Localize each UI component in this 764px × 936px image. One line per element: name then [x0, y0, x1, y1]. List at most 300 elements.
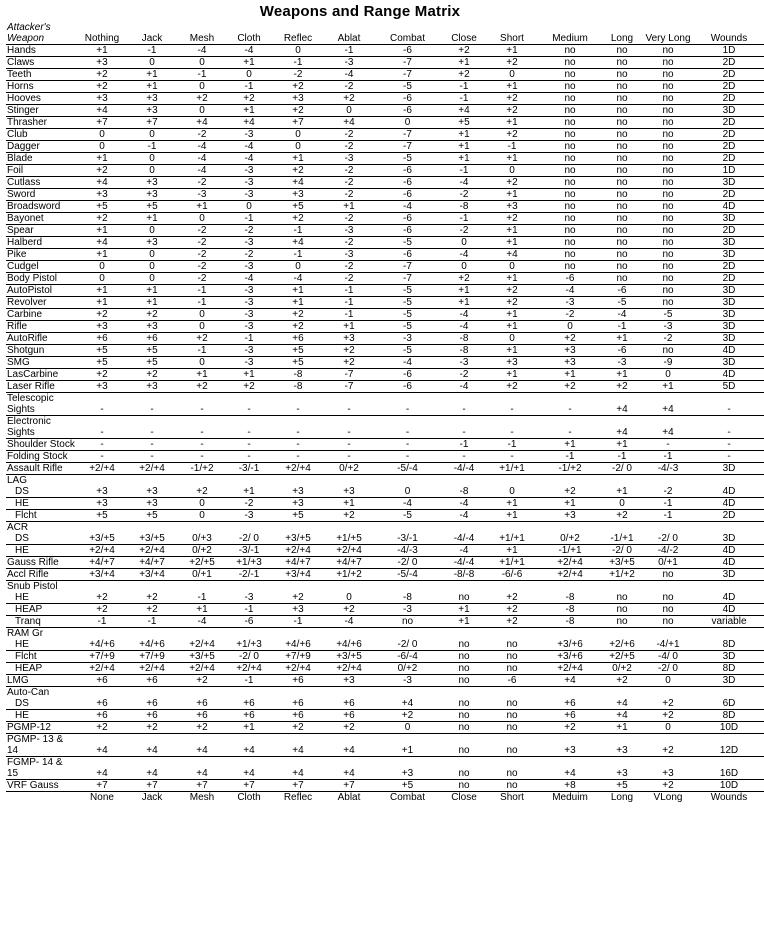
table-cell: +1 — [271, 153, 325, 165]
table-cell: 0/+3 — [192, 533, 212, 544]
weapon-name: HE — [15, 592, 29, 603]
table-row — [6, 393, 764, 416]
table-cell: +4/+6 — [285, 639, 311, 650]
table-cell — [538, 475, 602, 487]
table-row — [6, 639, 764, 651]
table-row — [6, 463, 764, 475]
table-cell: -7 — [325, 369, 373, 381]
weapon-name: Foil — [6, 165, 77, 177]
table-cell: +2 — [127, 722, 177, 734]
footer-label: VLong — [642, 792, 694, 804]
table-cell: -6 — [373, 45, 442, 57]
table-cell: +2 — [538, 381, 602, 393]
table-cell: - — [177, 451, 227, 463]
table-cell: +4 — [486, 249, 538, 261]
table-cell: 0 — [373, 722, 442, 734]
table-cell: 3D — [694, 297, 764, 309]
weapon-name: ACR — [6, 522, 77, 534]
table-cell: +7 — [127, 780, 177, 792]
table-cell: +4 — [77, 734, 127, 757]
table-cell: 0 — [325, 105, 373, 117]
table-cell: 4D — [722, 486, 736, 497]
table-cell: - — [127, 451, 177, 463]
table-cell: +4 — [616, 698, 628, 709]
table-cell: +7/+9 — [271, 651, 325, 663]
table-cell: 0 — [127, 261, 177, 273]
table-cell: +5 — [373, 780, 442, 792]
table-cell: +2 — [127, 604, 177, 616]
table-cell: +4/+6 — [139, 639, 165, 650]
table-cell: -1 — [227, 604, 271, 616]
table-cell: +2 — [486, 93, 538, 105]
table-cell: -2/ 0 — [602, 545, 642, 557]
table-cell: 3D — [694, 463, 764, 475]
table-cell: +1 — [227, 369, 271, 381]
table-cell: -4 — [227, 45, 271, 57]
table-cell: -6 — [373, 249, 442, 261]
table-cell: +5 — [127, 510, 177, 522]
table-cell — [442, 475, 486, 487]
weapon-name: HEAP — [6, 663, 77, 675]
table-cell: -1 — [271, 225, 325, 237]
table-cell: +1 — [127, 213, 177, 225]
weapon-name: Hands — [6, 45, 77, 57]
table-cell: +1 — [127, 285, 177, 297]
table-cell: +1 — [442, 129, 486, 141]
footer-label: Cloth — [227, 792, 271, 804]
table-cell: - — [694, 451, 764, 463]
table-cell: +2 — [271, 321, 325, 333]
table-cell: +1 — [127, 69, 177, 81]
table-cell: - — [77, 451, 127, 463]
weapon-name: Broadsword — [6, 201, 77, 213]
table-cell: +1 — [602, 333, 642, 345]
weapon-name: Halberd — [6, 237, 77, 249]
table-cell: no — [486, 663, 538, 675]
table-cell: +4 — [77, 105, 127, 117]
table-cell: - — [538, 416, 602, 439]
table-cell: 0 — [538, 321, 602, 333]
table-cell: +3/+5 — [139, 533, 165, 544]
table-cell: -3 — [227, 309, 271, 321]
table-cell: -5 — [373, 153, 442, 165]
table-cell: +2/+6 — [609, 639, 635, 650]
table-cell: -4 — [325, 616, 373, 628]
table-row — [6, 698, 764, 710]
weapon-name: Pike — [6, 249, 77, 261]
table-cell: no — [602, 141, 642, 153]
table-cell: no — [538, 189, 602, 201]
table-cell: no — [662, 592, 674, 603]
table-cell: -1 — [177, 345, 227, 357]
table-cell: 0 — [177, 81, 227, 93]
table-cell: - — [271, 451, 325, 463]
table-cell: no — [602, 117, 642, 129]
table-cell: -2 — [177, 177, 227, 189]
table-cell: +4 — [325, 734, 373, 757]
table-cell: 0 — [177, 57, 227, 69]
table-cell: +3 — [127, 177, 177, 189]
table-cell: -5 — [373, 297, 442, 309]
table-cell: +7 — [127, 117, 177, 129]
table-cell: no — [642, 569, 694, 581]
table-cell: -5 — [373, 345, 442, 357]
table-cell: 0 — [77, 273, 127, 285]
table-cell: -1 — [177, 285, 227, 297]
table-cell: +2 — [325, 510, 373, 522]
table-row — [6, 510, 764, 522]
table-cell: -4 — [373, 498, 442, 510]
table-cell: -4 — [442, 381, 486, 393]
table-cell — [486, 475, 538, 487]
table-cell: +1 — [486, 225, 538, 237]
table-cell — [77, 628, 127, 640]
table-cell: - — [177, 416, 227, 439]
table-cell: +6 — [77, 333, 127, 345]
table-cell: +6 — [325, 710, 373, 722]
table-cell: -4 — [442, 249, 486, 261]
table-cell: +1 — [77, 225, 127, 237]
table-cell: +1 — [602, 722, 642, 734]
table-cell: -6 — [373, 165, 442, 177]
table-cell: - — [127, 416, 177, 439]
table-cell: +3 — [77, 498, 127, 510]
table-cell: +3 — [486, 357, 538, 369]
table-cell: no — [602, 249, 642, 261]
table-row — [6, 616, 764, 628]
table-cell: -1 — [442, 81, 486, 93]
table-cell: +6 — [127, 675, 177, 687]
table-cell: - — [694, 393, 764, 416]
table-cell: -3 — [373, 333, 442, 345]
table-cell: no — [442, 757, 486, 780]
table-cell: 2D — [694, 273, 764, 285]
table-cell — [227, 475, 271, 487]
table-cell — [177, 581, 227, 593]
table-cell: -6 — [602, 285, 642, 297]
table-cell: -7 — [325, 381, 373, 393]
table-cell: +3/+5 — [177, 651, 227, 663]
table-cell: -2 — [177, 225, 227, 237]
table-cell: -4 — [602, 309, 642, 321]
weapon-name: HE — [6, 498, 77, 510]
table-cell: +3 — [96, 486, 108, 497]
table-cell: +2 — [486, 381, 538, 393]
weapon-name: Stinger — [6, 105, 77, 117]
table-cell: 0 — [177, 321, 227, 333]
table-cell: -1 — [127, 616, 177, 628]
table-cell: +4 — [271, 237, 325, 249]
table-cell: +2 — [486, 177, 538, 189]
table-cell: -3 — [538, 297, 602, 309]
table-cell: 0/+1 — [177, 569, 227, 581]
table-cell: +3 — [127, 321, 177, 333]
table-cell: -2 — [227, 249, 271, 261]
table-cell: +1/+1 — [486, 463, 538, 475]
table-cell: 0 — [442, 237, 486, 249]
table-cell: +1 — [486, 369, 538, 381]
table-cell: -1 — [127, 45, 177, 57]
group-header-row — [6, 628, 764, 640]
table-cell: no — [602, 213, 642, 225]
table-cell — [373, 687, 442, 699]
table-cell — [642, 581, 694, 593]
table-cell — [227, 581, 271, 593]
footer-row — [6, 792, 764, 804]
table-cell: -3 — [227, 189, 271, 201]
table-cell: - — [486, 393, 538, 416]
table-cell: +4 — [271, 177, 325, 189]
table-row — [6, 321, 764, 333]
table-cell: -2 — [325, 165, 373, 177]
table-cell: +3 — [77, 189, 127, 201]
table-cell: no — [538, 117, 602, 129]
table-cell: +4 — [127, 757, 177, 780]
weapons-range-matrix — [6, 22, 764, 803]
table-cell: 12D — [694, 734, 764, 757]
table-cell: -3/-1 — [397, 533, 418, 544]
weapon-name: Claws — [6, 57, 77, 69]
table-cell: +1 — [77, 285, 127, 297]
table-cell: no — [602, 225, 642, 237]
table-cell: +3 — [538, 510, 602, 522]
table-cell: +4 — [602, 416, 642, 439]
table-row — [6, 533, 764, 545]
table-cell: +3 — [538, 734, 602, 757]
table-cell: -2/ 0 — [642, 663, 694, 675]
table-cell: +5 — [127, 345, 177, 357]
table-cell: -2 — [271, 69, 325, 81]
weapon-name: Blade — [6, 153, 77, 165]
table-cell: +3/+4 — [127, 569, 177, 581]
table-cell: +2 — [564, 486, 576, 497]
table-cell: no — [642, 141, 694, 153]
table-cell: -2/ 0 — [602, 463, 642, 475]
table-cell: +4 — [401, 698, 414, 709]
table-cell: -6/-6 — [486, 569, 538, 581]
table-cell: +3 — [127, 498, 177, 510]
table-cell: -6 — [373, 177, 442, 189]
table-cell: no — [602, 93, 642, 105]
table-cell: -4 — [442, 309, 486, 321]
table-cell: -4 — [325, 69, 373, 81]
table-cell: 0 — [127, 57, 177, 69]
table-row — [6, 57, 764, 69]
table-cell: variable — [694, 616, 764, 628]
table-cell: +1 — [442, 285, 486, 297]
table-cell: - — [442, 451, 486, 463]
table-cell: +1 — [486, 117, 538, 129]
table-cell: +4 — [177, 734, 227, 757]
table-cell: no — [486, 757, 538, 780]
table-cell: +7/+9 — [127, 651, 177, 663]
table-cell: -2/ 0 — [227, 651, 271, 663]
table-cell: +2 — [642, 710, 694, 722]
table-cell: -7 — [373, 261, 442, 273]
table-cell: no — [538, 177, 602, 189]
table-cell: +2 — [486, 129, 538, 141]
table-cell: -4 — [177, 45, 227, 57]
table-cell: -3 — [227, 357, 271, 369]
table-cell — [642, 687, 694, 699]
column-header: Nothing — [77, 22, 127, 45]
table-cell: -7 — [373, 141, 442, 153]
table-cell: -3 — [227, 237, 271, 249]
table-cell — [77, 522, 127, 534]
table-cell: -2/ 0 — [657, 533, 678, 544]
table-cell: -2 — [325, 81, 373, 93]
table-cell: 0 — [642, 722, 694, 734]
weapon-name: Laser Rifle — [6, 381, 77, 393]
table-cell — [602, 522, 642, 534]
table-cell: -1 — [197, 592, 207, 603]
table-row — [6, 213, 764, 225]
footer-label: Jack — [127, 792, 177, 804]
table-cell: +2 — [325, 357, 373, 369]
table-cell: -4 — [538, 285, 602, 297]
table-cell: no — [642, 261, 694, 273]
table-cell — [271, 475, 325, 487]
table-cell: -8 — [538, 604, 602, 616]
table-cell — [694, 522, 764, 534]
table-cell: +1 — [442, 153, 486, 165]
table-cell: no — [642, 249, 694, 261]
table-cell: +6 — [96, 698, 108, 709]
weapon-name: Spear — [6, 225, 77, 237]
table-cell: +4 — [642, 416, 694, 439]
table-cell: +3/+6 — [538, 651, 602, 663]
weapon-name: Shotgun — [6, 345, 77, 357]
table-cell: no — [538, 153, 602, 165]
column-header: Long — [602, 22, 642, 45]
table-cell: +1 — [442, 604, 486, 616]
table-cell: +3 — [127, 381, 177, 393]
table-cell: -8 — [271, 381, 325, 393]
table-cell: no — [642, 297, 694, 309]
table-cell: +2 — [77, 722, 127, 734]
table-cell: 3D — [694, 285, 764, 297]
table-cell: -6 — [373, 381, 442, 393]
footer-label: Combat — [373, 792, 442, 804]
table-cell: +4/+7 — [325, 557, 373, 569]
table-cell: 0/+2 — [177, 545, 227, 557]
table-cell — [642, 628, 694, 640]
table-cell: +2 — [271, 165, 325, 177]
table-cell: +2 — [77, 165, 127, 177]
table-cell: 0 — [177, 105, 227, 117]
table-cell: -1/+2 — [177, 463, 227, 475]
table-cell: +2 — [77, 69, 127, 81]
table-cell: -4 — [442, 510, 486, 522]
table-cell: no — [486, 710, 538, 722]
table-cell: 2D — [694, 153, 764, 165]
table-cell: +2 — [271, 105, 325, 117]
table-row — [6, 345, 764, 357]
table-cell: +2 — [486, 604, 538, 616]
table-cell: +2 — [486, 616, 538, 628]
table-cell: - — [442, 416, 486, 439]
table-cell: +1 — [486, 321, 538, 333]
table-cell: no — [642, 225, 694, 237]
weapon-name: Carbine — [6, 309, 77, 321]
table-cell: +2/+4 — [127, 663, 177, 675]
table-cell — [325, 628, 373, 640]
table-cell: no — [486, 780, 538, 792]
table-cell: - — [271, 439, 325, 451]
weapon-name: HE — [6, 710, 77, 722]
table-cell: no — [442, 663, 486, 675]
table-cell: -2 — [325, 237, 373, 249]
group-header-row — [6, 581, 764, 593]
table-cell: -1 — [442, 213, 486, 225]
table-cell — [325, 522, 373, 534]
table-cell: +7/+9 — [77, 651, 127, 663]
table-cell: +4 — [271, 757, 325, 780]
table-cell: no — [602, 177, 642, 189]
table-cell: no — [602, 69, 642, 81]
footer-label: Long — [602, 792, 642, 804]
table-row — [6, 93, 764, 105]
table-row — [6, 757, 764, 780]
weapon-header-line1: Attacker's — [7, 22, 51, 33]
table-cell: -1 — [271, 57, 325, 69]
table-cell: +1 — [325, 498, 373, 510]
weapon-name: Club — [6, 129, 77, 141]
table-cell: -2/ 0 — [397, 639, 418, 650]
table-row — [6, 569, 764, 581]
table-cell: -3 — [227, 129, 271, 141]
table-cell: 0 — [127, 129, 177, 141]
table-cell: 2D — [694, 225, 764, 237]
table-cell — [77, 687, 127, 699]
table-cell: +1 — [77, 45, 127, 57]
table-cell: +3 — [271, 189, 325, 201]
table-cell — [486, 522, 538, 534]
table-cell — [325, 581, 373, 593]
table-cell: - — [227, 451, 271, 463]
table-cell — [694, 687, 764, 699]
table-cell — [127, 628, 177, 640]
weapon-name: RAM Gr — [6, 628, 77, 640]
table-cell: -7 — [373, 273, 442, 285]
table-cell: +2 — [271, 81, 325, 93]
table-cell: +1 — [486, 237, 538, 249]
table-cell: -1 — [227, 333, 271, 345]
table-cell: +7 — [77, 117, 127, 129]
table-cell: -2 — [325, 177, 373, 189]
weapon-name: Flcht — [6, 651, 77, 663]
table-cell: +4 — [325, 117, 373, 129]
table-cell: +5 — [77, 345, 127, 357]
table-cell: +1 — [486, 153, 538, 165]
table-cell — [373, 475, 442, 487]
table-cell — [602, 687, 642, 699]
table-cell: +2 — [538, 722, 602, 734]
table-cell: no — [486, 651, 538, 663]
table-cell: +2 — [602, 675, 642, 687]
table-cell: no — [373, 616, 442, 628]
table-cell: +1 — [325, 201, 373, 213]
table-cell: -2/ 0 — [238, 533, 259, 544]
table-cell: +3 — [271, 604, 325, 616]
table-cell: -3/-1 — [227, 463, 271, 475]
weapon-name: Revolver — [6, 297, 77, 309]
weapon-name: PGMP-12 — [6, 722, 77, 734]
table-row — [6, 545, 764, 557]
table-cell: +1 — [325, 321, 373, 333]
table-cell: +3/+5 — [285, 533, 311, 544]
table-cell: +6 — [538, 710, 602, 722]
